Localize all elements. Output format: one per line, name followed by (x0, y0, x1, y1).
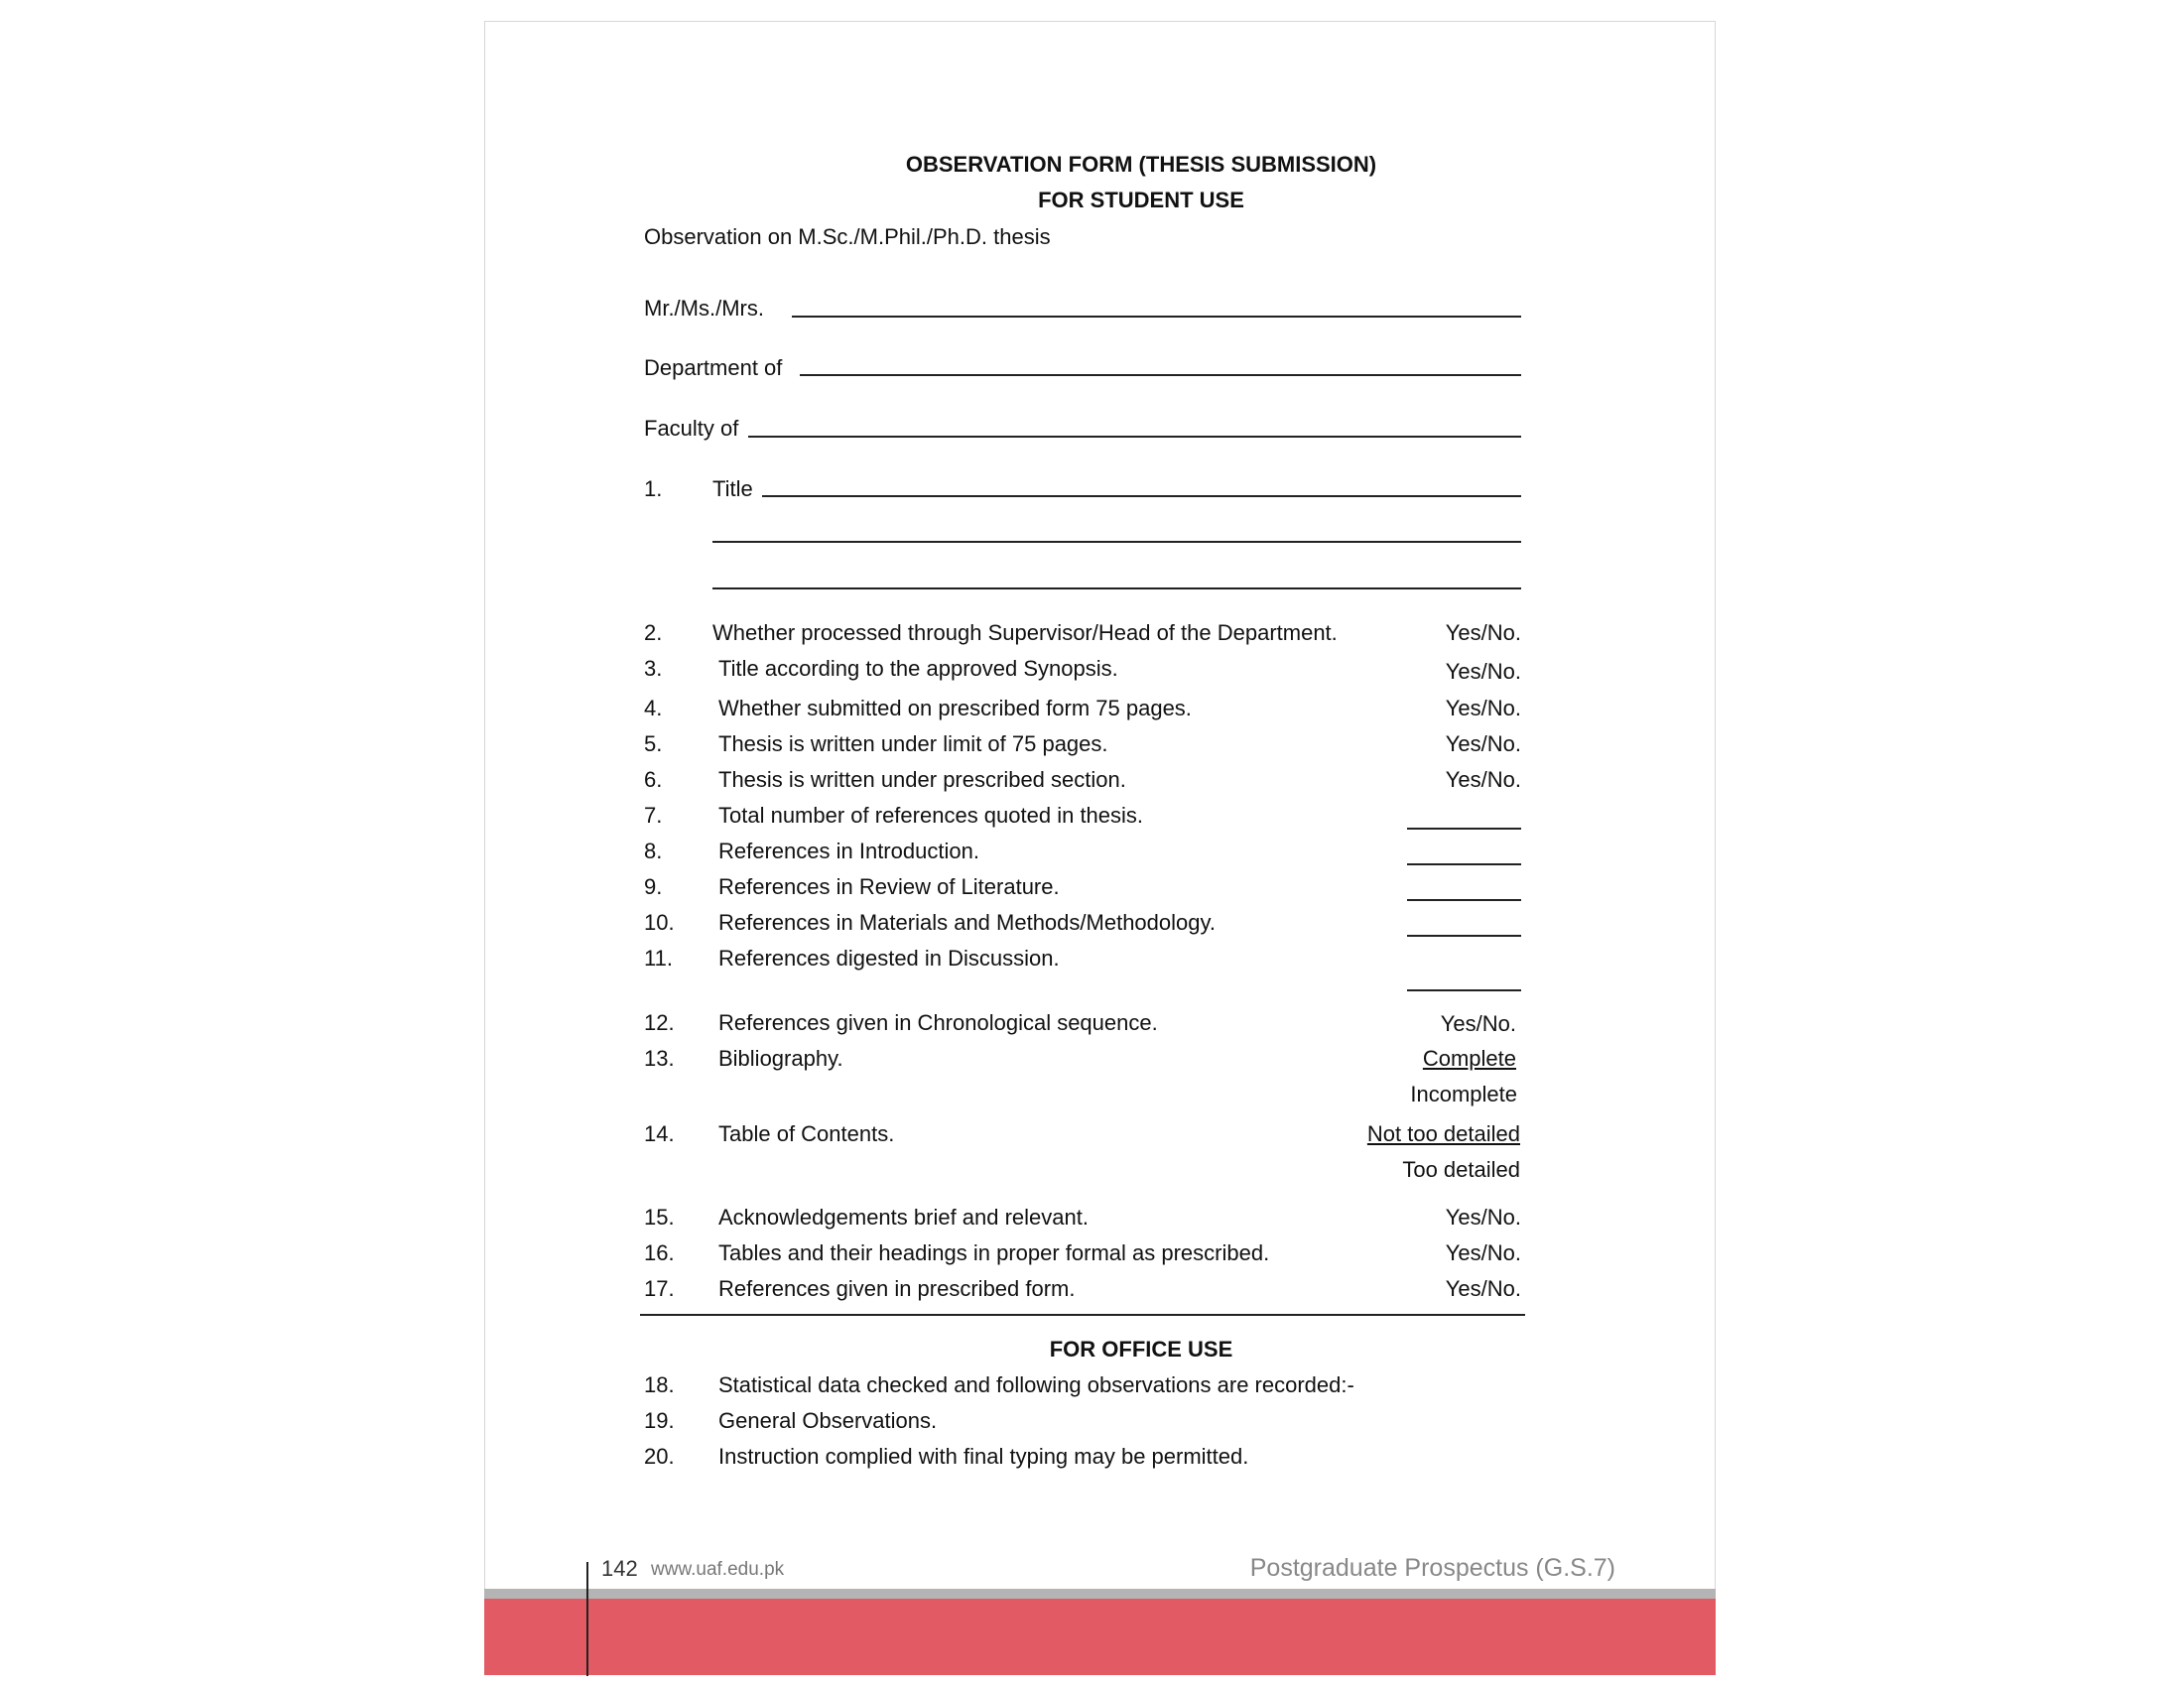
footer-grey-bar (484, 1589, 1716, 1599)
item-number: 10. (644, 910, 675, 935)
item-text: References in Review of Literature. (718, 874, 1060, 899)
title-label: Title (712, 476, 753, 501)
item-number: 13. (644, 1046, 675, 1071)
title-number: 1. (644, 476, 663, 501)
count-field[interactable] (1407, 899, 1521, 901)
name-field[interactable] (792, 316, 1521, 318)
bibliography-option-incomplete[interactable]: Incomplete (1410, 1082, 1517, 1106)
item-text: Title according to the approved Synopsis. (718, 656, 1118, 681)
item-number: 16. (644, 1240, 675, 1265)
yes-no-answer[interactable]: Yes/No. (1445, 731, 1521, 756)
yes-no-answer[interactable]: Yes/No. (1445, 1240, 1521, 1265)
item-text: References digested in Discussion. (718, 946, 1060, 971)
item-text: Table of Contents. (718, 1121, 895, 1146)
item-text: Thesis is written under prescribed section. (718, 767, 1126, 792)
count-field[interactable] (1407, 989, 1521, 991)
item-text: General Observations. (718, 1408, 938, 1433)
item-number: 12. (644, 1010, 675, 1035)
office-use-heading: FOR OFFICE USE (1049, 1337, 1233, 1362)
item-number: 20. (644, 1444, 675, 1469)
item-number: 2. (644, 620, 663, 645)
item-number: 14. (644, 1121, 675, 1146)
item-number: 4. (644, 696, 663, 720)
footer-publication-title: Postgraduate Prospectus (G.S.7) (1249, 1554, 1615, 1582)
item-number: 15. (644, 1205, 675, 1230)
form-intro: Observation on M.Sc./M.Phil./Ph.D. thesis (644, 224, 1051, 249)
department-label: Department of (644, 355, 783, 380)
title-field-line-2[interactable] (712, 541, 1521, 543)
contents-option-too-detailed[interactable]: Too detailed (1402, 1157, 1520, 1182)
item-number: 19. (644, 1408, 675, 1433)
yes-no-answer[interactable]: Yes/No. (1445, 659, 1521, 684)
form-title: OBSERVATION FORM (THESIS SUBMISSION) (905, 152, 1377, 177)
item-text: References given in prescribed form. (718, 1276, 1076, 1301)
footer-vertical-rule (586, 1562, 588, 1676)
department-field[interactable] (800, 374, 1521, 376)
item-number: 11. (644, 946, 673, 971)
item-number: 3. (644, 656, 663, 681)
footer-red-band (484, 1599, 1716, 1675)
count-field[interactable] (1407, 828, 1521, 830)
item-number: 7. (644, 803, 663, 828)
faculty-field[interactable] (748, 436, 1521, 438)
name-label: Mr./Ms./Mrs. (644, 296, 764, 321)
item-text: Whether submitted on prescribed form 75 pages. (718, 696, 1192, 720)
item-text: References in Materials and Methods/Methodology. (718, 910, 1216, 935)
item-text: Acknowledgements brief and relevant. (718, 1205, 1089, 1230)
count-field[interactable] (1407, 863, 1521, 865)
item-number: 6. (644, 767, 663, 792)
section-divider (640, 1314, 1525, 1316)
item-text: Total number of references quoted in thesis. (718, 803, 1144, 828)
item-text: Thesis is written under limit of 75 pages. (718, 731, 1108, 756)
item-text: References given in Chronological sequence. (718, 1010, 1158, 1035)
item-text: References in Introduction. (718, 839, 979, 863)
form-subtitle: FOR STUDENT USE (1038, 188, 1244, 212)
item-number: 5. (644, 731, 663, 756)
footer-url[interactable]: www.uaf.edu.pk (651, 1559, 785, 1580)
item-number: 9. (644, 874, 663, 899)
count-field[interactable] (1407, 935, 1521, 937)
faculty-label: Faculty of (644, 416, 739, 441)
item-number: 18. (644, 1372, 675, 1397)
yes-no-answer[interactable]: Yes/No. (1440, 1011, 1516, 1036)
yes-no-answer[interactable]: Yes/No. (1445, 1276, 1521, 1301)
title-field-line-1[interactable] (762, 495, 1521, 497)
item-text: Statistical data checked and following observations are recorded:- (718, 1372, 1354, 1397)
item-number: 8. (644, 839, 663, 863)
page-number: 142 (601, 1556, 638, 1581)
title-field-line-3[interactable] (712, 587, 1521, 589)
item-text: Tables and their headings in proper formal as prescribed. (718, 1240, 1270, 1265)
item-number: 17. (644, 1276, 675, 1301)
contents-option-not-too-detailed[interactable]: Not too detailed (1366, 1121, 1520, 1146)
bibliography-option-complete[interactable]: Complete (1422, 1046, 1516, 1071)
item-text: Whether processed through Supervisor/Head of the Department. (712, 620, 1338, 645)
item-text: Bibliography. (718, 1046, 843, 1071)
yes-no-answer[interactable]: Yes/No. (1445, 1205, 1521, 1230)
item-text: Instruction complied with final typing may be permitted. (718, 1444, 1249, 1469)
yes-no-answer[interactable]: Yes/No. (1445, 767, 1521, 792)
yes-no-answer[interactable]: Yes/No. (1445, 696, 1521, 720)
yes-no-answer[interactable]: Yes/No. (1445, 620, 1521, 645)
